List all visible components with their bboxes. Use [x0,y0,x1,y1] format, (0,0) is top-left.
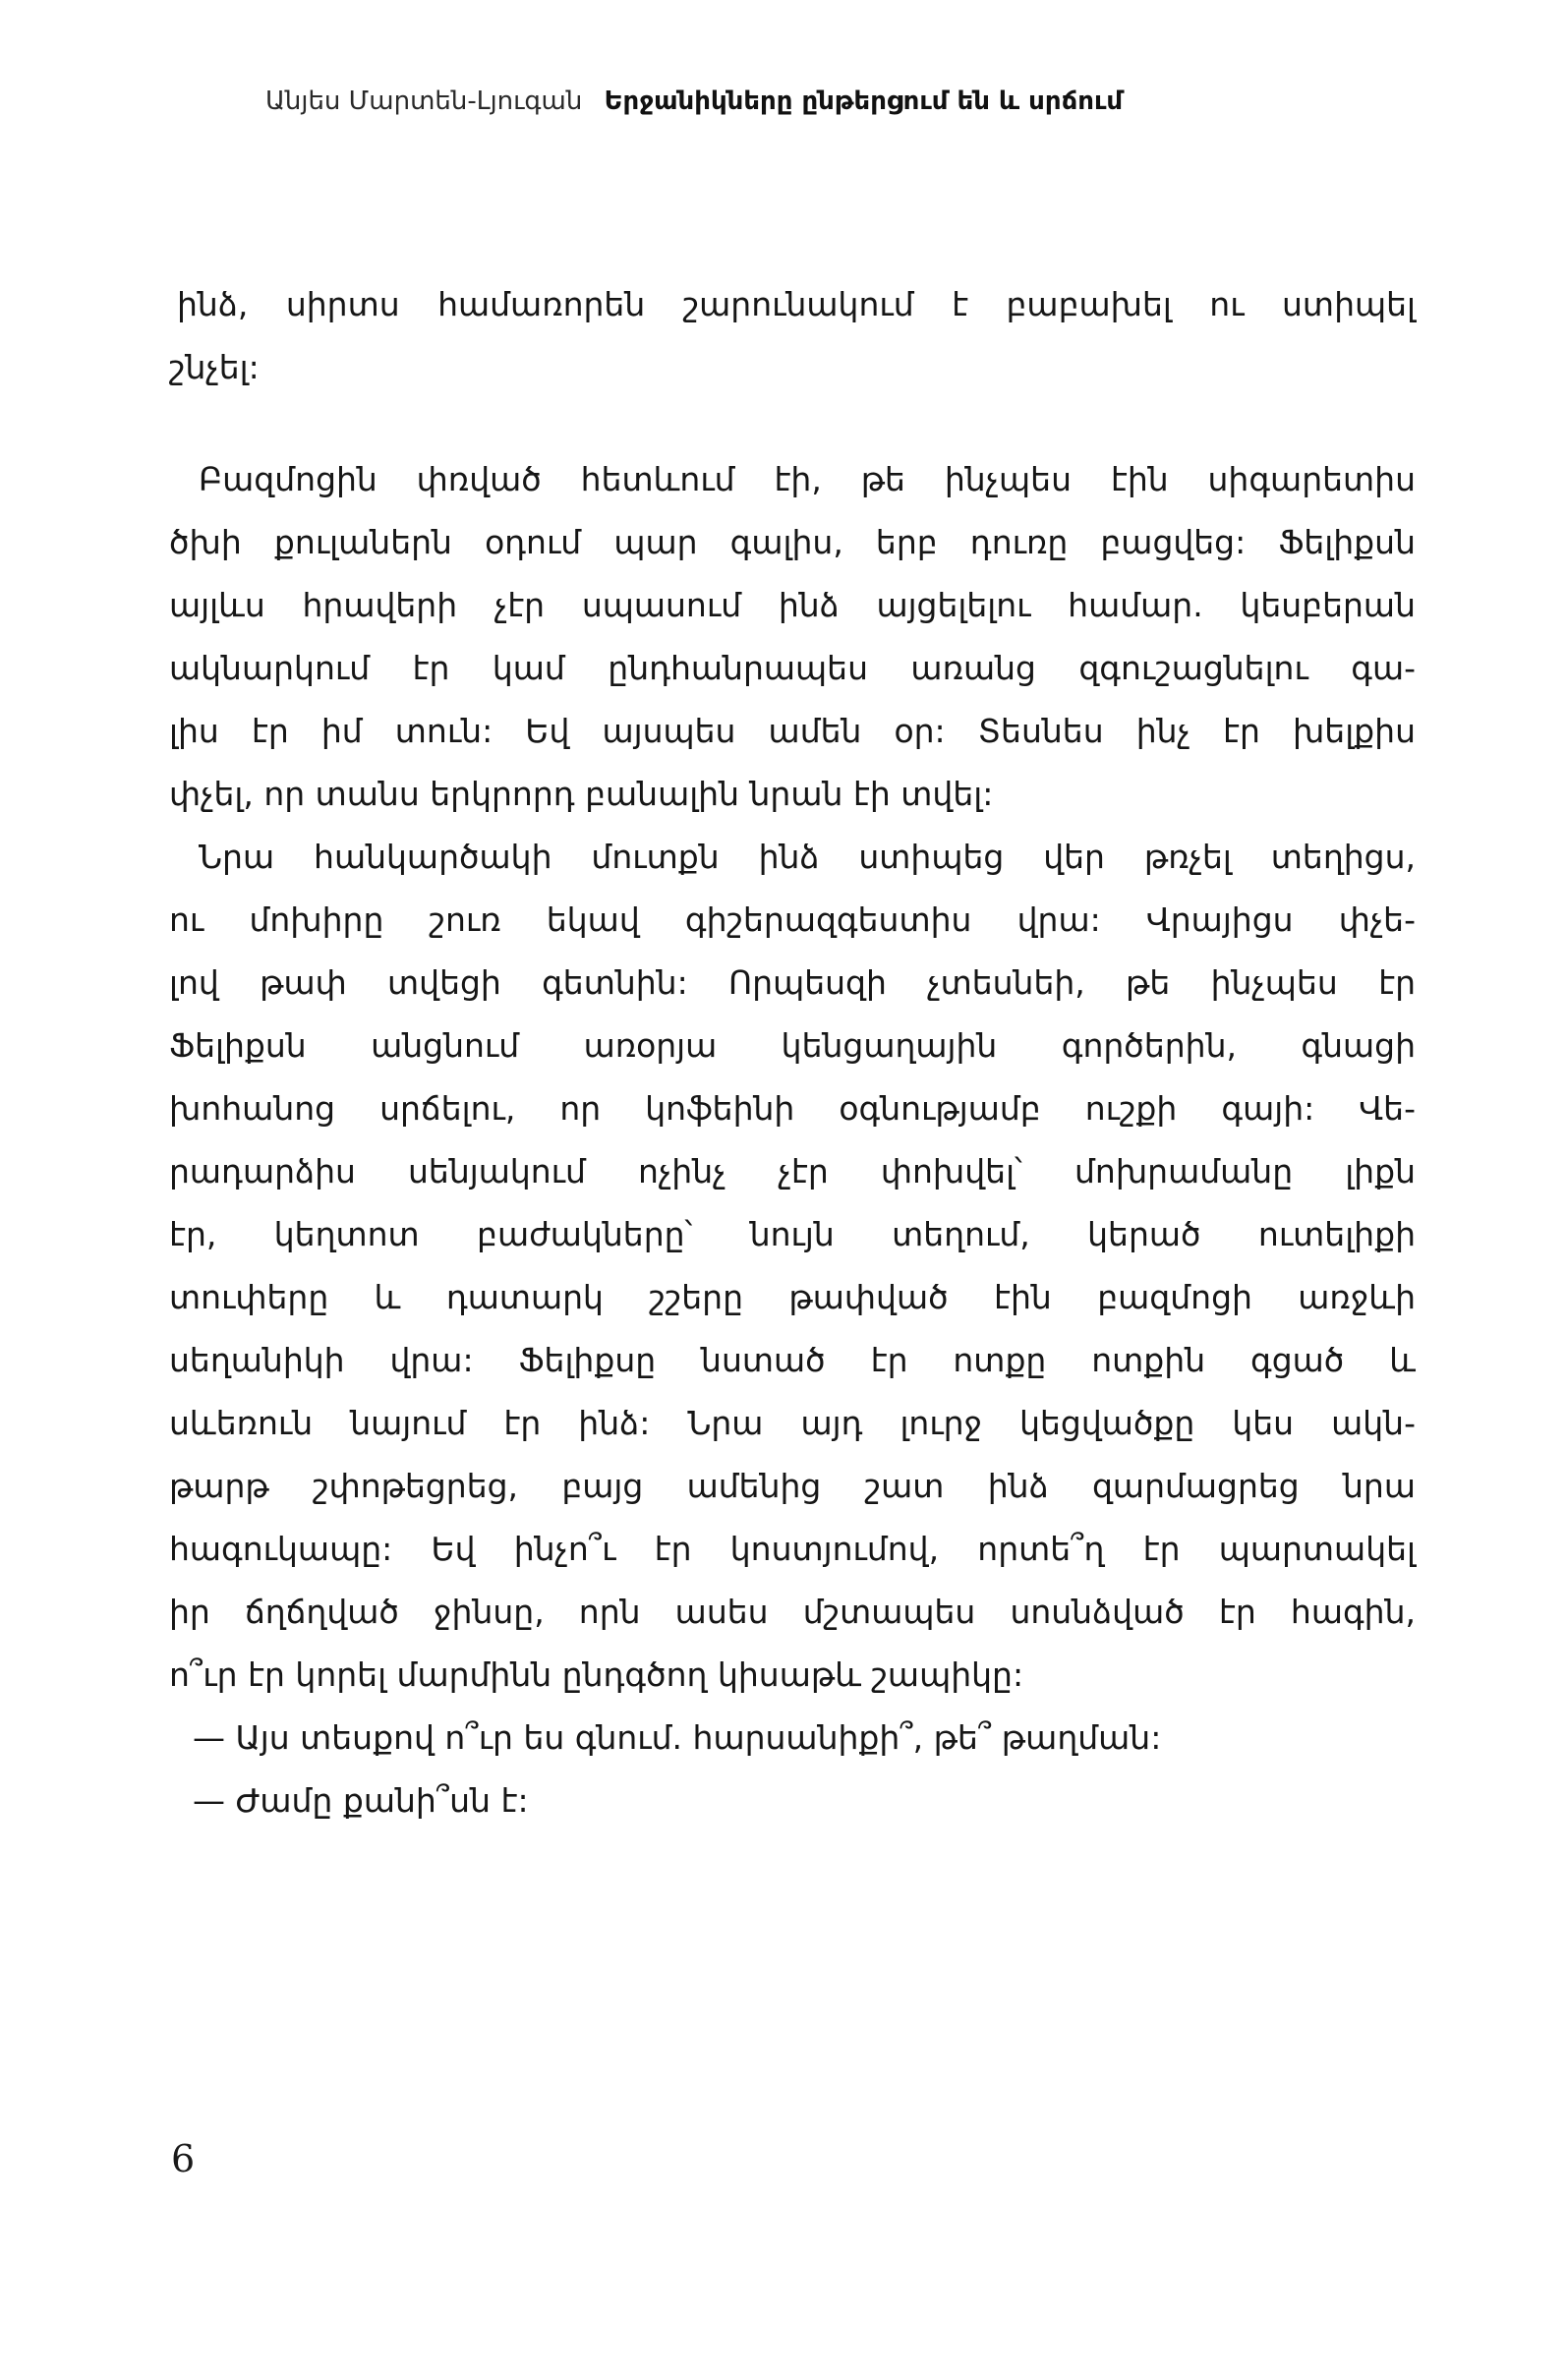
page-number: 6 [171,2137,196,2180]
paragraph [169,826,1416,1707]
text-line: ակնարկում էր կամ ընդհանրապես առանց զգուշացնելու գա- [169,649,1416,687]
text-line: փչել, որ տանս երկրորդ բանալին նրան էի տվել: [169,775,994,813]
text-line: Բազմոցին փռված հետևում էի, թե ինչպես էին սիգարետիս [199,460,1416,498]
paragraph [169,1707,1416,1770]
header-book-title: Երջանիկները ընթերցում են և սրճում [604,87,1124,116]
text-line: Ֆելիքսն անցնում առօրյա կենցաղային գործերին, գնացի [169,1026,1416,1065]
body-text [169,273,1416,1832]
text-line: ծխի քուլաներն օդում պար գալիս, երբ դուռը բացվեց: Ֆելիքսն [169,523,1416,561]
text-line: տուփերը և դատարկ շշերը թափված էին բազմոցի առջևի [169,1278,1416,1316]
text-line: հագուկապը: Եվ ինչո՞ւ էր կոստյումով, որտե՞ղ էր պարտակել [169,1530,1416,1568]
paragraph [169,1770,1416,1832]
text-line: սեղանիկի վրա: Ֆելիքսը նստած էր ոտքը ոտքին գցած և [169,1341,1416,1379]
paragraph [169,448,1416,826]
text-line: լիս էր իմ տուն: Եվ այսպես ամեն օր: Տեսնես ինչ էր խելքիս [169,712,1416,750]
text-line: խոհանոց սրճելու, որ կոֆեինի օգնությամբ ուշքի գայի: Վե- [169,1089,1416,1128]
text-line: էր, կեղտոտ բաժակները՝ նույն տեղում, կերած ուտելիքի [169,1215,1416,1253]
text-line: Նրա հանկարծակի մուտքն ինձ ստիպեց վեր թռչել տեղիցս, [199,838,1416,876]
text-line: շնչել: [169,348,260,386]
text-line: ինձ, սիրտս համառորեն շարունակում է բաբախել ու ստիպել [177,285,1416,323]
text-line: — Այս տեսքով ո՞ւր ես գնում. հարսանիքի՞, թե՞ թաղման: [193,1718,1162,1757]
paragraph [169,273,1416,399]
header-author-name: Անյես Մարտեն-Լյուգան [265,87,583,116]
text-line: րադարձիս սենյակում ոչինչ չէր փոխվել՝ մոխրամանը լիքն [169,1152,1416,1190]
text-line: ու մոխիրը շուռ եկավ գիշերազգեստիս վրա: Վրայիցս փչե- [169,900,1416,939]
text-line: ո՞ւր էր կորել մարմինն ընդգծող կիսաթև շապիկը: [169,1655,1024,1694]
text-line: — Ժամը քանի՞սն է: [193,1781,529,1820]
running-header [265,85,1123,118]
text-line: սևեռուն նայում էր ինձ: Նրա այդ լուրջ կեցվածքը կես ակն- [169,1404,1416,1442]
text-line: լով թափ տվեցի գետնին: Որպեսզի չտեսնեի, թե ինչպես էր [169,963,1416,1002]
text-line: այլևս հրավերի չէր սպասում ինձ այցելելու համար. կեսբերան [169,586,1416,624]
text-line: իր ճղճղված ջինսը, որն ասես մշտապես սոսնձված էր հագին, [169,1593,1416,1631]
text-line: թարթ շփոթեցրեց, բայց ամենից շատ ինձ զարմացրեց նրա [169,1467,1416,1505]
